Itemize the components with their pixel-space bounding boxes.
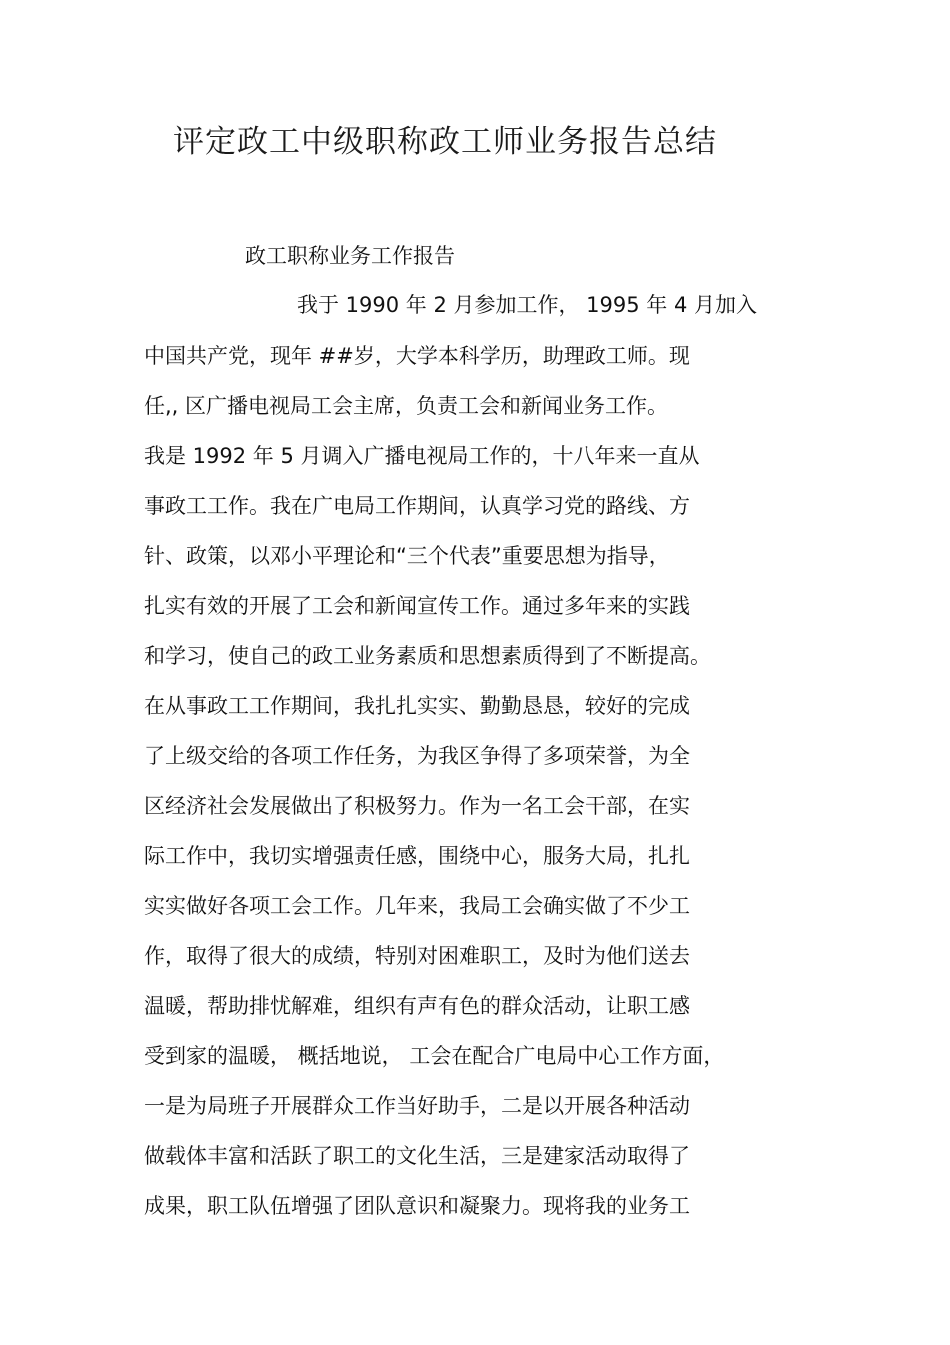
paragraph-line: 了上级交给的各项工作任务，为我区争得了多项荣誉，为全 — [144, 744, 690, 768]
paragraph-line: 区经济社会发展做出了积极努力。作为一名工会干部，在实 — [144, 794, 690, 818]
paragraph-line: 任,, 区广播电视局工会主席，负责工会和新闻业务工作。 — [144, 394, 669, 418]
paragraph-line: 作，取得了很大的成绩，特别对困难职工，及时为他们送去 — [144, 944, 690, 968]
paragraph-line: 事政工工作。我在广电局工作期间，认真学习党的路线、方 — [144, 494, 690, 518]
paragraph-line: 做载体丰富和活跃了职工的文化生活，三是建家活动取得了 — [144, 1144, 690, 1168]
document-subtitle: 政工职称业务工作报告 — [245, 244, 455, 268]
paragraph-line: 实实做好各项工会工作。几年来，我局工会确实做了不少工 — [144, 894, 690, 918]
paragraph-line: 一是为局班子开展群众工作当好助手，二是以开展各种活动 — [144, 1094, 690, 1118]
paragraph-line: 在从事政工工作期间，我扎扎实实、勤勤恳恳，较好的完成 — [144, 694, 690, 718]
paragraph-line: 我于 1990 年 2 月参加工作， 1995 年 4 月加入 — [297, 293, 758, 317]
paragraph-line: 温暖，帮助排忧解难，组织有声有色的群众活动，让职工感 — [144, 994, 690, 1018]
document-title: 评定政工中级职称政工师业务报告总结 — [173, 124, 717, 160]
paragraph-line: 针、政策，以邓小平理论和“三个代表”重要思想为指导， — [144, 544, 670, 568]
paragraph-line: 我是 1992 年 5 月调入广播电视局工作的，十八年来一直从 — [144, 444, 700, 468]
paragraph-line: 受到家的温暖， 概括地说， 工会在配合广电局中心工作方面， — [144, 1044, 725, 1068]
paragraph-line: 成果，职工队伍增强了团队意识和凝聚力。现将我的业务工 — [144, 1194, 690, 1218]
paragraph-line: 中国共产党，现年 ##岁，大学本科学历，助理政工师。现 — [144, 344, 690, 368]
paragraph-line: 和学习，使自己的政工业务素质和思想素质得到了不断提高。 — [144, 644, 711, 668]
paragraph-line: 际工作中，我切实增强责任感，围绕中心，服务大局，扎扎 — [144, 844, 690, 868]
paragraph-line: 扎实有效的开展了工会和新闻宣传工作。通过多年来的实践 — [144, 594, 690, 618]
